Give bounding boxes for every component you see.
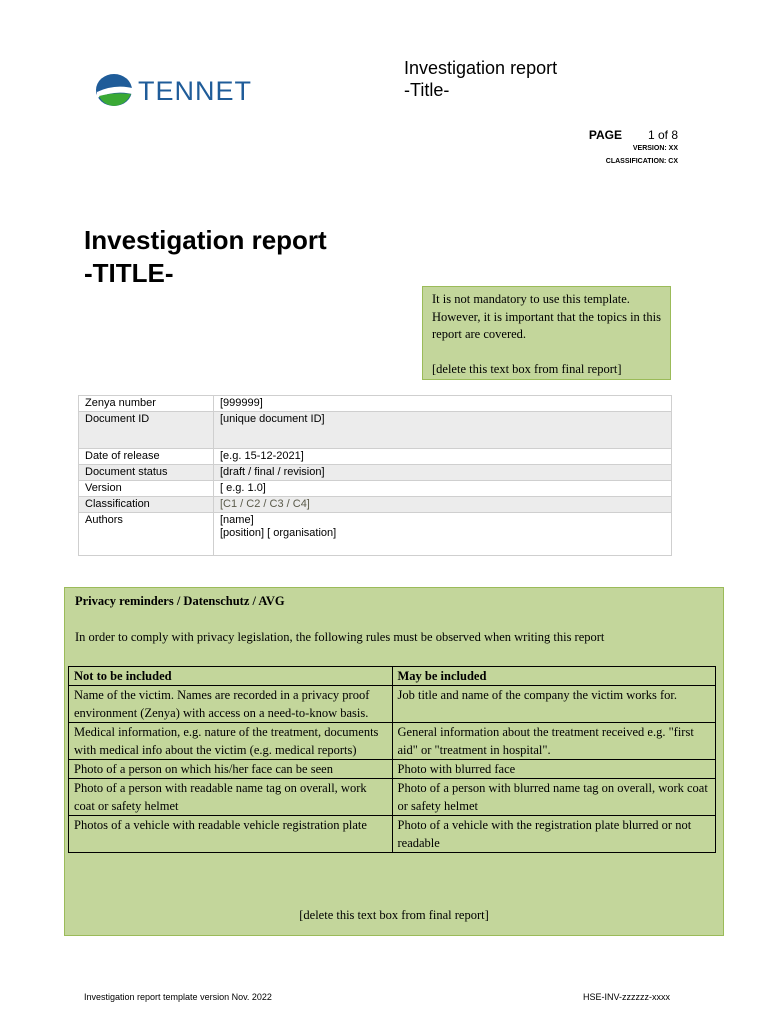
table-row bbox=[69, 723, 716, 760]
footer-document-code: HSE-INV-zzzzzz-xxxx bbox=[582, 992, 670, 1002]
release-date-label: Date of release bbox=[79, 449, 214, 465]
not-included-cell: Name of the victim. Names are recorded in a privacy proof environment (Zenya) with access on a need-to-know basis. bbox=[69, 686, 393, 723]
page-label: PAGE bbox=[588, 128, 622, 142]
author-position: [position] [ organisation] bbox=[220, 527, 337, 539]
privacy-heading: Privacy reminders / Datenschutz / AVG bbox=[75, 594, 285, 608]
document-title-line1: Investigation report bbox=[84, 225, 327, 255]
may-included-cell: Job title and name of the company the victim works for. bbox=[392, 686, 716, 723]
header-title bbox=[404, 57, 557, 101]
table-row bbox=[79, 396, 672, 412]
privacy-rules-table bbox=[68, 666, 716, 853]
document-id-value[interactable]: [unique document ID] bbox=[214, 412, 672, 449]
may-included-cell: General information about the treatment received e.g. "first aid" or "treatment in hospital". bbox=[392, 723, 716, 760]
table-row bbox=[79, 449, 672, 465]
zenya-number-value[interactable]: [999999] bbox=[214, 396, 672, 412]
document-title bbox=[84, 224, 327, 290]
authors-value[interactable] bbox=[214, 513, 672, 556]
release-date-value[interactable]: [e.g. 15-12-2021] bbox=[214, 449, 672, 465]
notice-text: It is not mandatory to use this template. However, it is important that the topics in this report are covered. bbox=[432, 292, 661, 341]
author-name: [name] bbox=[220, 514, 254, 526]
authors-label: Authors bbox=[79, 513, 214, 556]
table-row bbox=[79, 412, 672, 449]
page-number: 1 of 8 bbox=[647, 128, 678, 142]
classification-label: CLASSIFICATION: CX bbox=[605, 158, 678, 165]
table-row bbox=[79, 481, 672, 497]
column-not-included: Not to be included bbox=[69, 667, 393, 686]
document-status-label: Document status bbox=[79, 465, 214, 481]
may-included-cell: Photo of a person with blurred name tag on overall, work coat or safety helmet bbox=[392, 779, 716, 816]
header-title-line2: -Title- bbox=[404, 80, 450, 100]
privacy-reminder-box[interactable] bbox=[64, 587, 724, 936]
template-notice-box[interactable] bbox=[422, 286, 671, 380]
may-included-cell: Photo of a vehicle with the registration plate blurred or not readable bbox=[392, 816, 716, 853]
table-row bbox=[79, 465, 672, 481]
footer-template-version: Investigation report template version Nov. 2022 bbox=[84, 992, 272, 1002]
document-title-line2: -TITLE- bbox=[84, 258, 174, 288]
table-row bbox=[69, 816, 716, 853]
classification-row-label: Classification bbox=[79, 497, 214, 513]
column-may-included: May be included bbox=[392, 667, 716, 686]
classification-row-value[interactable]: [C1 / C2 / C3 / C4] bbox=[214, 497, 672, 513]
not-included-cell: Photo of a person with readable name tag on overall, work coat or safety helmet bbox=[69, 779, 393, 816]
page-indicator bbox=[589, 128, 678, 142]
logo-wordmark: TENNET bbox=[138, 76, 252, 106]
notice-delete-note: [delete this text box from final report] bbox=[432, 361, 622, 376]
table-row bbox=[69, 686, 716, 723]
privacy-intro: In order to comply with privacy legislation, the following rules must be observed when writing this report bbox=[75, 630, 605, 644]
table-row bbox=[79, 513, 672, 556]
version-row-value[interactable]: [ e.g. 1.0] bbox=[214, 481, 672, 497]
table-row bbox=[69, 779, 716, 816]
table-header-row bbox=[69, 667, 716, 686]
table-row bbox=[69, 760, 716, 779]
tennet-logo bbox=[94, 70, 284, 110]
document-metadata-table bbox=[78, 395, 672, 556]
document-id-label: Document ID bbox=[79, 412, 214, 449]
not-included-cell: Photos of a vehicle with readable vehicle registration plate bbox=[69, 816, 393, 853]
version-label: VERSION: XX bbox=[632, 145, 678, 152]
privacy-delete-note: [delete this text box from final report] bbox=[299, 908, 489, 922]
document-status-value[interactable]: [draft / final / revision] bbox=[214, 465, 672, 481]
version-row-label: Version bbox=[79, 481, 214, 497]
may-included-cell: Photo with blurred face bbox=[392, 760, 716, 779]
not-included-cell: Medical information, e.g. nature of the treatment, documents with medical info about the victim (e.g. medical reports) bbox=[69, 723, 393, 760]
header-title-line1: Investigation report bbox=[404, 58, 558, 78]
zenya-number-label: Zenya number bbox=[79, 396, 214, 412]
table-row bbox=[79, 497, 672, 513]
not-included-cell: Photo of a person on which his/her face can be seen bbox=[69, 760, 393, 779]
